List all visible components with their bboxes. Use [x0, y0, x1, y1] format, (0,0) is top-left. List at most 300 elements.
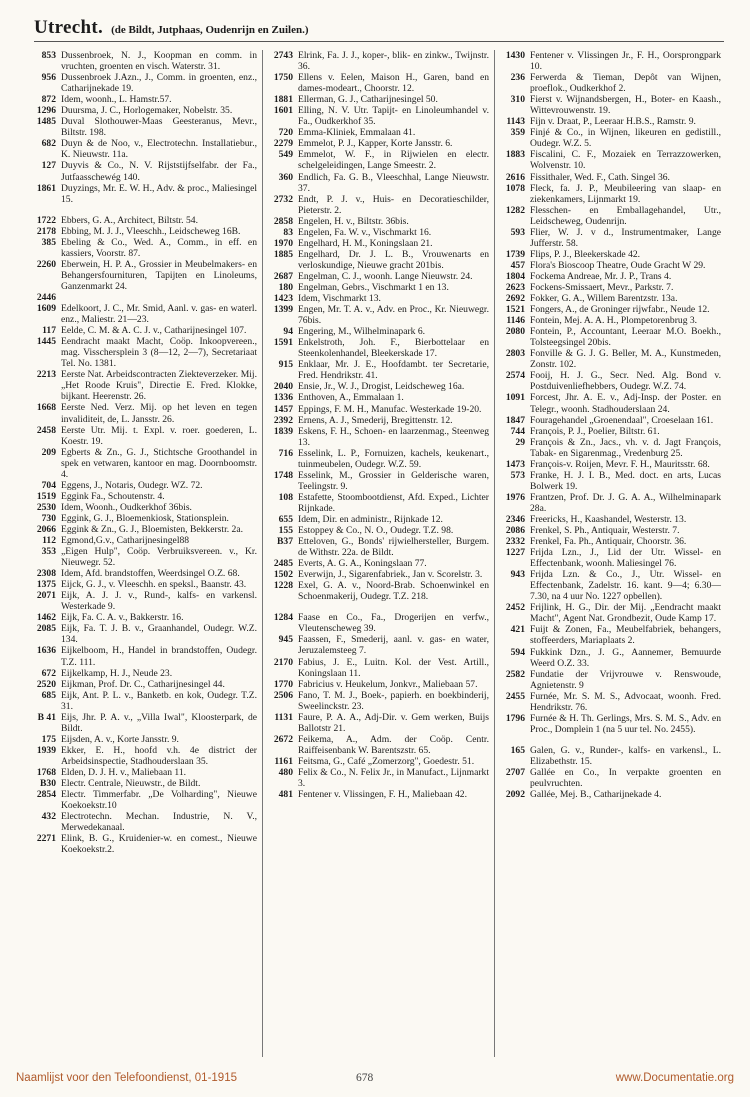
directory-entry	[30, 226, 257, 237]
entry-text: Eerste Utr. Mij. t. Expl. v. roer. goederen, L. Koestr. 19.	[61, 424, 257, 447]
phone-number: 1739	[505, 248, 525, 260]
phone-number: 165	[510, 744, 525, 756]
phone-number: 1078	[505, 182, 525, 194]
entry-text: Fleck, fa. J. P., Meubileering van slaap- en ziekenkamers, Lijnmarkt 19.	[530, 182, 721, 205]
directory-entry	[267, 149, 489, 171]
entry-text: Ebbers, G. A., Architect, Biltstr. 54.	[61, 214, 198, 226]
directory-entry	[267, 580, 489, 602]
directory-entry	[499, 282, 721, 293]
directory-entry	[499, 127, 721, 149]
directory-entry	[267, 127, 489, 138]
directory-entry	[30, 767, 257, 778]
phone-number: 943	[510, 569, 525, 581]
phone-number: 1939	[36, 744, 56, 756]
directory-entry	[267, 514, 489, 525]
entry-text	[61, 292, 257, 303]
directory-entry	[30, 690, 257, 712]
directory-entry	[267, 558, 489, 569]
phone-number: 310	[510, 94, 525, 106]
directory-entry	[30, 480, 257, 491]
directory-entry	[30, 72, 257, 94]
entry-text: Ebeling & Co., Wed. A., Comm., in eff. en kassiers, Voorstr. 87.	[61, 236, 257, 259]
entry-text: Fijn v. Draat, P., Leeraar H.B.S., Ramstr. 9.	[530, 116, 696, 128]
phone-number: 1296	[36, 105, 56, 117]
directory-entry	[499, 271, 721, 282]
phone-number: 1885	[273, 248, 293, 260]
directory-entry	[30, 524, 257, 535]
phone-number: 2260	[36, 258, 56, 270]
directory-entry	[30, 513, 257, 524]
directory-entry	[499, 525, 721, 536]
directory-entry	[499, 459, 721, 470]
entry-text: Fontein, Mej. A. A. H., Plompetorenbrug 3.	[530, 315, 698, 327]
entry-text: Enklaar, Mr. J. E., Hoofdambt. ter Secretarie, Fred. Hendrikstr. 41.	[298, 359, 489, 382]
entry-text: Eijk, Fa. T. J. B. v., Graanhandel, Oudegr. W.Z. 134.	[61, 623, 257, 646]
directory-entry	[267, 172, 489, 194]
directory-entry	[499, 569, 721, 602]
phone-number: 573	[510, 469, 525, 481]
phone-number: 956	[41, 72, 56, 84]
phone-number: 2707	[505, 767, 525, 778]
entry-text: François-v. Roijen, Mevr. F. H., Mauritsstr. 68.	[530, 458, 710, 470]
directory-entry	[30, 712, 257, 734]
entry-text: Gallée en Co., In verpakte groenten en peulvruchten.	[530, 767, 721, 790]
phone-number: 108	[278, 491, 293, 503]
footer-website: www.Documentatie.org	[615, 1072, 734, 1084]
entry-text: Idem, Afd. brandstoffen, Weerdsingel O.Z. 68.	[61, 568, 240, 580]
phone-number: 1473	[505, 458, 525, 470]
entry-text: Elling, N. V. Utr. Tapijt- en Linoleumhandel v. Fa., Oudkerkhof 35.	[298, 105, 489, 128]
directory-entry	[30, 590, 257, 612]
directory-entry	[30, 491, 257, 502]
directory-entry	[267, 492, 489, 514]
phone-number: 2092	[505, 789, 525, 801]
entry-text: Engelman, C. J., woonh. Lange Nieuwstr. 24.	[298, 270, 473, 282]
directory-entry	[499, 624, 721, 646]
directory-entry	[267, 690, 489, 712]
entry-text: Eendracht maakt Macht, Coöp. Inkoopvereen., mag. Visschersplein 3 (8—12, 2—7), Secretariaat Tel. No. 1381.	[61, 336, 257, 370]
entry-text: Esselink, M., Grossier in Gelderische waren, Teelingstr. 9.	[298, 469, 489, 492]
entry-text: Fentener v. Vlissingen, F. H., Maliebaan 42.	[298, 789, 467, 801]
directory-entry	[499, 547, 721, 569]
phone-number: 2530	[36, 501, 56, 513]
phone-number: 421	[510, 624, 525, 636]
directory-entry	[267, 448, 489, 470]
page-number: 678	[356, 1072, 374, 1084]
entry-text: Fongers, A., de Groninger rijwfabr., Neude 12.	[530, 304, 710, 316]
phone-number: 915	[278, 359, 293, 371]
directory-entry	[267, 679, 489, 690]
directory-entry	[267, 415, 489, 426]
directory-entry	[30, 183, 257, 205]
directory-entry	[30, 778, 257, 789]
phone-number: 2858	[273, 215, 293, 227]
entry-text: Elink, B. G., Kruidenier-w. en comest., Nieuwe Koekoekstr.2.	[61, 833, 257, 856]
phone-number: 1521	[505, 304, 525, 316]
entry-text: Ekker, E. H., hoofd v.h. 4e district der Arbeidsinspectie, Stadhouderslaan 35.	[61, 744, 257, 767]
phone-number: 117	[42, 325, 56, 337]
phone-number: 353	[41, 546, 56, 558]
phone-number: 94	[283, 326, 293, 338]
entry-text: Ellens v. Eelen, Maison H., Garen, band en dames-modeart., Choorstr. 12.	[298, 72, 489, 95]
entry-text: Duyvis & Co., N. V. Rijststijfselfabr. der Fa., Jutfaasschewég 140.	[61, 160, 257, 183]
entry-text: Duyn & de Noo, v., Electrotechn. Installatiebur., K. Nieuwstr. 11a.	[61, 138, 257, 161]
entry-text: Furnée, Mr. S. M. S., Advocaat, woonh. Fred. Hendrikstr. 76.	[530, 690, 721, 713]
directory-entry	[30, 546, 257, 568]
directory-entry	[267, 426, 489, 448]
entry-text: Fano, T. M. J., Boek-, papierh. en boekbinderij, Sweelinckstr. 23.	[298, 689, 489, 712]
entry-text: Eggink, G. J., Bloemenkiosk, Stationsplein.	[61, 512, 229, 524]
phone-number: 83	[283, 226, 293, 238]
phone-number: 1722	[36, 214, 56, 226]
phone-number: 2279	[273, 138, 293, 150]
entry-text: Eijk, A. J. J. v., Rund-, kalfs- en varkensl. Westerkade 9.	[61, 590, 257, 613]
entry-text: Ferwerda & Tieman, Depôt van Wijnen, proeflok., Oudkerkhof 2.	[530, 72, 721, 95]
phone-number: 1970	[273, 237, 293, 249]
phone-number: 1146	[506, 315, 525, 327]
entry-text: Engelen, H. v., Biltstr. 36bis.	[298, 215, 409, 227]
entry-text: Frantzen, Prof. Dr. J. G. A. A., Wilhelminapark 28a.	[530, 491, 721, 514]
entry-text: Eijkelkamp, H. J., Neude 23.	[61, 667, 173, 679]
entry-text: Fontein, P., Accountant, Leeraar M.O. Boekh., Tolsteegsingel 20bis.	[530, 326, 721, 349]
entry-text: Franke, H. J. I. B., Med. doct. en arts, Lucas Bolwerk 19.	[530, 469, 721, 492]
directory-entry	[267, 767, 489, 789]
directory-entry	[267, 194, 489, 216]
directory-entry	[499, 437, 721, 459]
phone-number: 1227	[505, 547, 525, 559]
phone-number: 593	[510, 226, 525, 238]
entry-text: Eijkelboom, H., Handel in brandstoffen, Oudegr. T.Z. 111.	[61, 645, 257, 668]
directory-entry	[267, 525, 489, 536]
phone-number: 1519	[36, 490, 56, 502]
entry-text: Flips, P. J., Bleekerskade 42.	[530, 248, 641, 260]
directory-column-1	[30, 50, 262, 1057]
directory-entry	[499, 227, 721, 249]
phone-number: B30	[40, 778, 56, 790]
entry-text: Electr. Timmerfabr. „De Volharding", Nieuwe Koekoekstr.10	[61, 789, 257, 812]
phone-number: 2071	[36, 590, 56, 602]
phone-number: 1768	[36, 767, 56, 778]
entry-text: Ensie, Jr., W. J., Drogist, Leidscheweg 16a.	[298, 381, 465, 393]
phone-number: 704	[41, 479, 56, 491]
phone-number: 594	[510, 646, 525, 658]
entry-text: Engelman, Gebrs., Vischmarkt 1 en 13.	[298, 281, 449, 293]
page-footer	[0, 1070, 750, 1090]
phone-number: 2308	[36, 568, 56, 580]
phone-number: 744	[510, 425, 525, 437]
directory-entry	[30, 259, 257, 292]
phone-number: 1336	[273, 392, 293, 404]
phone-number: 672	[41, 667, 56, 679]
directory-entry	[30, 734, 257, 745]
phone-number: 730	[41, 512, 56, 524]
phone-number: 2332	[505, 536, 525, 548]
phone-number: B 41	[37, 711, 56, 723]
entry-text: Flora's Bioscoop Theatre, Oude Gracht W 29.	[530, 259, 706, 271]
entry-text: Exel, G. A. v., Noord-Brab. Schoenwinkel en Schoenmakerij, Oudegr. T.Z. 218.	[298, 580, 489, 603]
phone-number: 2520	[36, 678, 56, 690]
directory-entry	[30, 336, 257, 369]
directory-entry	[30, 612, 257, 623]
entry-text: Fockema Andreae, Mr. J. P., Trans 4.	[530, 270, 672, 282]
entry-text: François & Zn., Jacs., vh. v. d. Jagt François, Tabak- en Sigarenmag., Vredenburg 25.	[530, 436, 721, 459]
entry-text: Eelde, C. M. & A. C. J. v., Catharijnesingel 107.	[61, 325, 247, 337]
phone-number: 2452	[505, 602, 525, 614]
entry-text: Frijda Lzn., J., Lid der Utr. Wissel- en Effectenbank, woonh. Maliesingel 76.	[530, 547, 721, 570]
phone-number: 1591	[273, 337, 293, 349]
entry-text: Ellerman, G. J., Catharijnesingel 50.	[298, 94, 438, 106]
phone-number: 2574	[505, 370, 525, 382]
entry-text: Everts, A. G. A., Koningslaan 77.	[298, 558, 427, 570]
phone-number: 2803	[505, 348, 525, 360]
directory-entry	[267, 381, 489, 392]
phone-number: 1284	[273, 612, 293, 624]
entry-text: Freericks, H., Kaashandel, Westerstr. 13.	[530, 513, 687, 525]
entry-text: Idem, Woonh., Oudkerkhof 36bis.	[61, 501, 192, 513]
directory-entry	[267, 249, 489, 271]
entry-text: Faassen, F., Smederij, aanl. v. gas- en water, Jeruzalemsteeg 7.	[298, 634, 489, 657]
entry-text: Eijck, G. J., v. Vleeschh. en speksl., Baanstr. 43.	[61, 579, 247, 591]
entry-text: Faase en Co., Fa., Drogerijen en verfw., Vleutenscheweg 39.	[298, 612, 489, 635]
directory-column-3	[494, 50, 726, 1057]
entry-text: Fooij, H. J. G., Secr. Ned. Alg. Bond v. Postduivenliefhebbers, Oudegr. W.Z. 74.	[530, 370, 721, 393]
phone-number: 1445	[36, 336, 56, 348]
phone-number: 2743	[273, 50, 293, 61]
directory-entry	[499, 72, 721, 94]
entry-text: Duval Slothouwer-Maas Geesteranus, Mevr., Biltstr. 198.	[61, 116, 257, 139]
directory-entry	[499, 205, 721, 227]
phone-number: 2346	[505, 513, 525, 525]
phone-number: 1839	[273, 425, 293, 437]
entry-text: Eggens, J., Notaris, Oudegr. WZ. 72.	[61, 479, 203, 491]
directory-entry	[30, 745, 257, 767]
phone-number: 1091	[505, 392, 525, 404]
phone-number: 2066	[36, 523, 56, 535]
entry-text: Feikema, A., Adm. der Coöp. Centr. Raiffeisenbank W. Barentszstr. 65.	[298, 733, 489, 756]
directory-entry	[267, 282, 489, 293]
entry-text: Fuijt & Zonen, Fa., Meubelfabriek, behangers, stoffeerders, Mariaplaats 2.	[530, 624, 721, 647]
entry-text: Eberwein, H. P. A., Grossier in Meubelmakers- en Behangersfournituren, Tapijten en Linoleums, Ganzenmarkt 24.	[61, 258, 257, 292]
directory-entry	[30, 50, 257, 72]
phone-number: 1609	[36, 303, 56, 315]
phone-number: B37	[277, 536, 293, 548]
directory-entry	[499, 767, 721, 789]
phone-number: 1847	[505, 414, 525, 426]
entry-text: Idem, Dir. en administr., Rijnkade 12.	[298, 513, 443, 525]
directory-entry	[499, 669, 721, 691]
phone-number: 112	[42, 535, 56, 547]
directory-entry	[267, 216, 489, 227]
phone-number: 2178	[36, 225, 56, 237]
directory-entry	[267, 712, 489, 734]
entry-text: Fierst v. Wijnandsbergen, H., Boter- en Kaash., Wittevrouwenstr. 19.	[530, 94, 721, 117]
phone-number: 1430	[505, 50, 525, 61]
directory-entry	[30, 447, 257, 480]
phone-number: 685	[41, 689, 56, 701]
phone-number: 2392	[273, 414, 293, 426]
phone-number: 1282	[505, 204, 525, 216]
phone-number: 1804	[505, 270, 525, 282]
phone-number: 2040	[273, 381, 293, 393]
directory-entry	[499, 492, 721, 514]
phone-number: 2485	[273, 558, 293, 570]
directory-entry	[499, 789, 721, 800]
entry-text: Frenkel, Fa. Ph., Antiquair, Choorstr. 36.	[530, 536, 687, 548]
directory-entry	[30, 811, 257, 833]
directory-entry	[267, 72, 489, 94]
phone-number: 2687	[273, 270, 293, 282]
directory-entry	[267, 271, 489, 282]
directory-entry	[267, 94, 489, 105]
entry-text: Forcest, Jhr. A. E. v., Adj-Insp. der Poster. en Telegr., woonh. Stadhouderslaan 24.	[530, 392, 721, 415]
directory-entry	[30, 215, 257, 226]
phone-number: 1668	[36, 402, 56, 414]
directory-entry	[499, 293, 721, 304]
directory-entry	[267, 326, 489, 337]
phone-number: 1399	[273, 304, 293, 316]
phone-number: 2086	[505, 525, 525, 537]
directory-entry	[267, 634, 489, 656]
entry-text: Elden, D. J. H. v., Maliebaan 11.	[61, 767, 187, 778]
phone-number: 1457	[273, 403, 293, 415]
directory-entry	[499, 249, 721, 260]
directory-entry	[267, 304, 489, 326]
entry-text: Fonville & G. J. G. Beller, M. A., Kunstmeden, Zonstr. 102.	[530, 348, 721, 371]
directory-entry	[30, 402, 257, 424]
directory-entry	[499, 304, 721, 315]
phone-number: 549	[278, 149, 293, 161]
phone-number: 1636	[36, 645, 56, 657]
entry-text: Faure, P. A. A., Adj-Dir. v. Gem werken, Buijs Ballotstr 21.	[298, 711, 489, 734]
entry-text: Eijk, Fa. C. A. v., Bakkerstr. 16.	[61, 612, 184, 624]
entry-text: Fabius, J. E., Luitn. Kol. der Vest. Artill., Koningslaan 11.	[298, 656, 489, 679]
entry-text: Etteloven, G., Bonds' rijwielhersteller, Burgem. de Withstr. 22a. de Bildt.	[298, 536, 489, 559]
directory-entry	[267, 50, 489, 72]
directory-entry	[499, 348, 721, 370]
entry-text: Emma-Kliniek, Emmalaan 41.	[298, 127, 416, 139]
directory-entry	[499, 745, 721, 767]
phone-number: 1601	[273, 105, 293, 117]
directory-entry	[267, 392, 489, 403]
directory-entry	[267, 470, 489, 492]
phone-number: 2623	[505, 281, 525, 293]
phone-number: 1502	[273, 569, 293, 581]
phone-number: 155	[278, 525, 293, 537]
phone-number: 2170	[273, 656, 293, 668]
entry-text: Edelkoort, J. C., Mr. Smid, Aanl. v. gas- en waterl. enz., Maliestr. 21—23.	[61, 303, 257, 326]
directory-entry	[499, 602, 721, 624]
directory-entry	[267, 657, 489, 679]
phone-number: 2672	[273, 733, 293, 745]
phone-number: 853	[41, 50, 56, 61]
phone-number: 29	[515, 436, 525, 448]
phone-number: 2854	[36, 789, 56, 801]
entry-text: Esselink, L. P., Fornuizen, kachels, keukenart., tuinmeubelen, Oudegr. W.Z. 59.	[298, 447, 489, 470]
phone-number: 481	[278, 789, 293, 801]
directory-entry	[30, 138, 257, 160]
entry-text: Eijs, Jhr. P. A. v., „Villa Iwal", Kloosterpark, de Bildt.	[61, 711, 257, 734]
entry-text: Flesschen- en Emballagehandel, Utr., Leidscheweg, Oudenrijn.	[530, 204, 721, 227]
entry-text: Fockens-Smissaert, Mevr., Parkstr. 7.	[530, 281, 674, 293]
entry-text: Egberts & Zn., G. J., Stichtsche Groothandel in spek en vetwaren, kantoor en mag. Doornboomstr. 4.	[61, 446, 257, 480]
entry-text: Eijsden, A. v., Korte Jansstr. 9.	[61, 733, 179, 745]
entry-text: Engelen, Fa. W. v., Vischmarkt 16.	[298, 226, 432, 238]
entry-text: Fentener v. Vlissingen Jr., F. H., Oorsprongpark 10.	[530, 50, 721, 73]
entry-text: Feitsma, G., Café „Zomerzorg", Goedestr. 51.	[298, 755, 475, 767]
phone-number: 1750	[273, 72, 293, 84]
directory-entry	[267, 138, 489, 149]
directory-entry	[267, 293, 489, 304]
entry-text: Electrotechn. Mechan. Industrie, N. V., Merwedekanaal.	[61, 811, 257, 834]
directory-entry	[499, 426, 721, 437]
entry-text: Flier, W. J. v d., Instrumentmaker, Lange Jufferstr. 58.	[530, 226, 721, 249]
phone-number: 360	[278, 171, 293, 183]
entry-text: Duursma, J. C., Horlogemaker, Nobelstr. 35.	[61, 105, 233, 117]
entry-text: Fukkink Dzn., J. G., Aannemer, Bemuurde Weerd O.Z. 33.	[530, 646, 721, 669]
entry-text: Idem, Vischmarkt 13.	[298, 293, 381, 305]
entry-text: Eijkman, Prof. Dr. C., Catharijnesingel 44.	[61, 678, 225, 690]
phone-number: 2732	[273, 193, 293, 205]
phone-number: 457	[510, 259, 525, 271]
entry-text: Dussenbroek J.Azn., J., Comm. in groenten, enz., Catharijnekade 19.	[61, 72, 257, 95]
entry-text: „Eigen Hulp", Coöp. Verbruiksvereen. v., Kr. Nieuwegr. 52.	[61, 546, 257, 569]
directory-entry	[30, 668, 257, 679]
footer-source: Naamlijst voor den Telefoondienst, 01-1915	[16, 1072, 237, 1084]
entry-text: Furnée & H. Th. Gerlings, Mrs. S. M. S., Adv. en Proc., Domplein 1 (na 5 uur tel. No. 2455).	[530, 712, 721, 735]
entry-text: Engering, M., Wilhelminapark 6.	[298, 326, 426, 338]
directory-entry	[30, 789, 257, 811]
entry-text: Engelhard, Dr. J. L. B., Vrouwenarts en verloskundige, Nieuwe gracht 201bis.	[298, 248, 489, 271]
entry-text: Everwijn, J., Sigarenfabriek., Jan v. Scorelstr. 3.	[298, 569, 483, 581]
directory-entry	[267, 337, 489, 359]
directory-entry	[499, 713, 721, 735]
phone-number: 2271	[36, 833, 56, 845]
entry-text: Fouragehandel „Groenendaal", Croeselaan 161.	[530, 414, 714, 426]
directory-entry	[267, 359, 489, 381]
directory-columns	[30, 50, 726, 1057]
directory-entry	[499, 172, 721, 183]
entry-text: François, P. J., Poelier, Biltstr. 61.	[530, 425, 660, 437]
directory-entry	[499, 370, 721, 392]
directory-entry	[499, 514, 721, 525]
phone-number: 2080	[505, 326, 525, 338]
phone-number: 720	[278, 127, 293, 139]
entry-text: Felix & Co., N. Felix Jr., in Manufact., Lijnmarkt 3.	[298, 767, 489, 790]
phone-number: 1883	[505, 149, 525, 161]
directory-entry	[267, 404, 489, 415]
entry-text: Fokker, G. A., Willem Barentzstr. 13a.	[530, 293, 678, 305]
city-title: Utrecht.	[34, 17, 104, 38]
directory-entry	[30, 325, 257, 336]
entry-text: Elrink, Fa. J. J., koper-, blik- en zinkw., Twijnstr. 36.	[298, 50, 489, 73]
entry-text: Eggink Fa., Schoutenstr. 4.	[61, 490, 165, 502]
entry-text: Ernens, A. J., Smederij, Bregittenstr. 12.	[298, 414, 453, 426]
phone-number: 1796	[505, 712, 525, 724]
entry-text: Estoppey & Co., N. O., Oudegr. T.Z. 98.	[298, 525, 454, 537]
directory-entry	[30, 579, 257, 590]
directory-entry	[30, 105, 257, 116]
entry-text: Engelhard, H. M., Koningslaan 21.	[298, 237, 433, 249]
directory-entry	[267, 238, 489, 249]
entry-text: Fundatie der Vrijvrouwe v. Renswoude, Agnietenstr. 9	[530, 668, 721, 691]
entry-text: Egmond,G.v., Catharijnesingel88	[61, 535, 190, 547]
entry-text: Enthoven, A., Emmalaan 1.	[298, 392, 404, 404]
phone-number: 1131	[274, 711, 293, 723]
entry-text: Eppings, F. M. H., Manufac. Westerkade 19-20.	[298, 403, 482, 415]
phone-number: 2616	[505, 171, 525, 183]
directory-entry	[30, 94, 257, 105]
directory-entry	[30, 237, 257, 259]
